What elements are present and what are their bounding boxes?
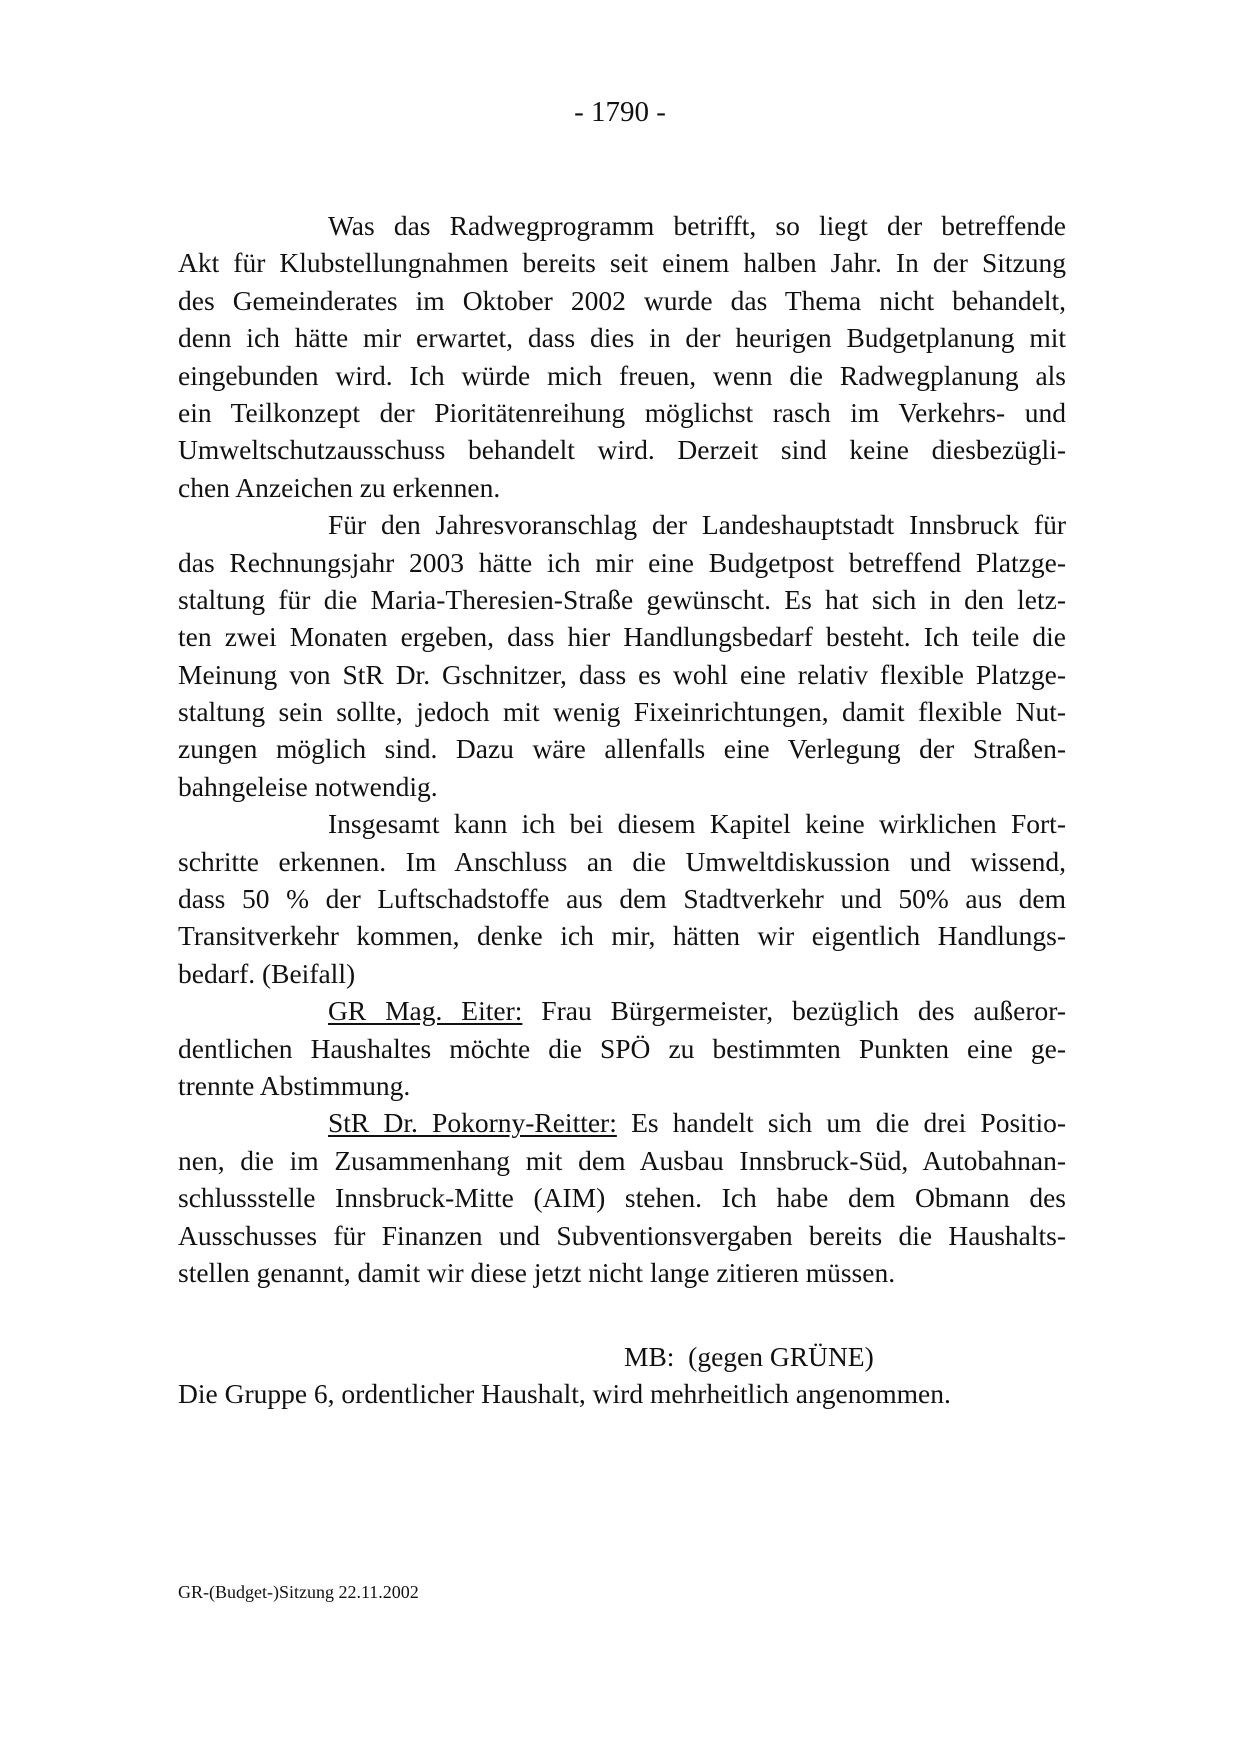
body-text [178, 207, 1066, 1291]
speaker-name: GR Mag. Eiter: [328, 995, 523, 1027]
page-footer: GR-(Budget-)Sitzung 22.11.2002 [178, 1582, 419, 1602]
text-line: Umweltschutzausschuss behandelt wird. Derzeit sind keine diesbezügli- [178, 434, 1066, 466]
page-number: - 1790 - [574, 96, 666, 128]
text-line: trennte Abstimmung. [178, 1069, 411, 1101]
text-line: Insgesamt kann ich bei diesem Kapitel keine wirklichen Fort- [328, 808, 1066, 840]
paragraph-radwegprogramm [178, 207, 1066, 506]
text-line: das Rechnungsjahr 2003 hätte ich mir eine Budgetpost betreffend Platzge- [178, 546, 1066, 578]
paragraph-jahresvoranschlag [178, 506, 1066, 805]
text-line: ein Teilkonzept der Pioritätenreihung möglichst rasch im Verkehrs- und [178, 396, 1066, 428]
text-line: Akt für Klubstellungnahmen bereits seit einem halben Jahr. In der Sitzung [178, 247, 1066, 279]
speaker-statement: Frau Bürgermeister, bezüglich des außeror- [541, 995, 1067, 1027]
text-line [178, 992, 1066, 1029]
text-line: Für den Jahresvoranschlag der Landeshauptstadt Innsbruck für [328, 509, 1066, 541]
text-line: nen, die im Zusammenhang mit dem Ausbau Innsbruck-Süd, Autobahnan- [178, 1144, 1066, 1176]
text-line: schlussstelle Innsbruck-Mitte (AIM) stehen. Ich habe dem Obmann des [178, 1182, 1066, 1214]
text-line: zungen möglich sind. Dazu wäre allenfalls eine Verlegung der Straßen- [178, 733, 1066, 765]
text-line: ten zwei Monaten ergeben, dass hier Handlungsbedarf besteht. Ich teile die [178, 621, 1066, 653]
resolution-text: Die Gruppe 6, ordentlicher Haushalt, wird mehrheitlich angenommen. [178, 1378, 951, 1409]
paragraph-fortschritte [178, 805, 1066, 992]
text-line: staltung für die Maria-Theresien-Straße gewünscht. Es hat sich in den letz- [178, 583, 1066, 615]
paragraph-eiter [178, 992, 1066, 1104]
text-line: chen Anzeichen zu erkennen. [178, 471, 501, 503]
text-line: dentlichen Haushaltes möchte die SPÖ zu bestimmten Punkten eine ge- [178, 1032, 1066, 1064]
text-line: Was das Radwegprogramm betrifft, so liegt der betreffende [328, 210, 1066, 241]
text-line: Transitverkehr kommen, denke ich mir, hätten wir eigentlich Handlungs- [178, 920, 1066, 952]
text-line: dass 50 % der Luftschadstoffe aus dem Stadtverkehr und 50% aus dem [178, 883, 1066, 915]
speaker-name: StR Dr. Pokorny-Reitter: [328, 1107, 617, 1139]
vote-result-note: MB: (gegen GRÜNE) [624, 1341, 874, 1372]
text-line: staltung sein sollte, jedoch mit wenig Fixeinrichtungen, damit flexible Nut- [178, 696, 1066, 728]
speaker-statement: Es handelt sich um die drei Positio- [631, 1107, 1066, 1139]
text-line: eingebunden wird. Ich würde mich freuen, wenn die Radwegplanung als [178, 359, 1066, 391]
text-line: Ausschusses für Finanzen und Subventionsvergaben bereits die Haushalts- [178, 1219, 1066, 1251]
text-line: bahngeleise notwendig. [178, 770, 438, 802]
text-line: Meinung von StR Dr. Gschnitzer, dass es wohl eine relativ flexible Platzge- [178, 658, 1066, 690]
paragraph-pokorny-reitter [178, 1104, 1066, 1291]
text-line: des Gemeinderates im Oktober 2002 wurde das Thema nicht behandelt, [178, 284, 1066, 316]
text-line: stellen genannt, damit wir diese jetzt nicht lange zitieren müssen. [178, 1256, 896, 1288]
text-line [178, 1104, 1066, 1141]
text-line: schritte erkennen. Im Anschluss an die Umweltdiskussion und wissend, [178, 845, 1066, 877]
text-line: denn ich hätte mir erwartet, dass dies in der heurigen Budgetplanung mit [178, 322, 1066, 354]
text-line: bedarf. (Beifall) [178, 957, 356, 989]
